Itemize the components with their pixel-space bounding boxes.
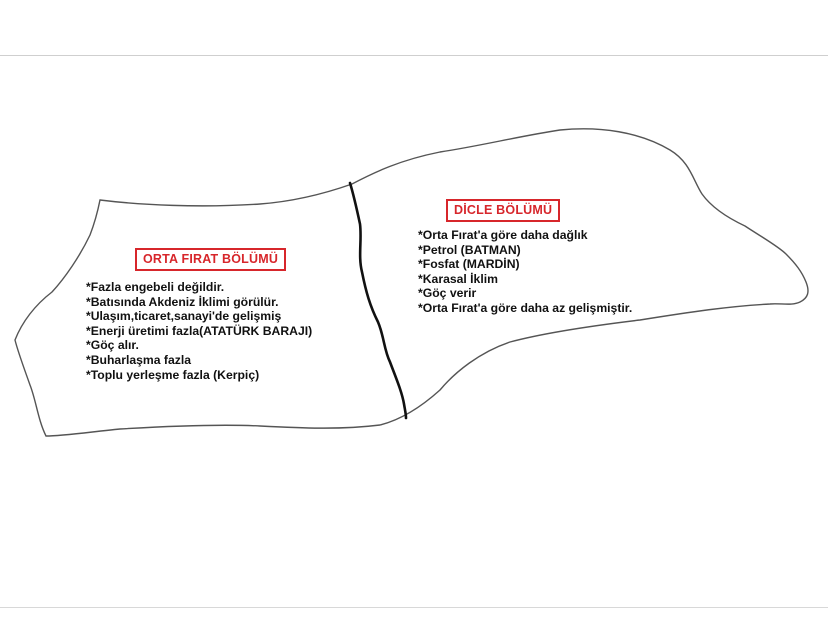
list-item: *Toplu yerleşme fazla (Kerpiç) [86, 367, 260, 382]
list-item: *Buharlaşma fazla [86, 352, 191, 367]
list-item: *Enerji üretimi fazla(ATATÜRK BARAJI) [86, 323, 313, 338]
list-item: *Batısında Akdeniz İklimi görülür. [86, 294, 279, 309]
list-item: *Karasal İklim [418, 271, 498, 286]
list-item: *Fazla engebeli değildir. [86, 280, 225, 294]
dicle-feature-list [418, 228, 632, 316]
orta-firat-title: ORTA FIRAT BÖLÜMÜ [135, 248, 286, 271]
list-item: *Göç verir [418, 286, 477, 301]
list-item: *Fosfat (MARDİN) [418, 257, 520, 272]
list-item: *Ulaşım,ticaret,sanayi'de gelişmiş [86, 309, 282, 324]
list-item: *Orta Fırat'a göre daha dağlık [418, 228, 588, 242]
list-item: *Göç alır. [86, 338, 139, 353]
list-item: *Orta Fırat'a göre daha az gelişmiştir. [418, 300, 633, 315]
section-boundary-line [350, 183, 406, 418]
list-item: *Petrol (BATMAN) [418, 242, 521, 257]
orta-firat-feature-list [86, 280, 312, 382]
dicle-title: DİCLE BÖLÜMÜ [446, 199, 560, 222]
